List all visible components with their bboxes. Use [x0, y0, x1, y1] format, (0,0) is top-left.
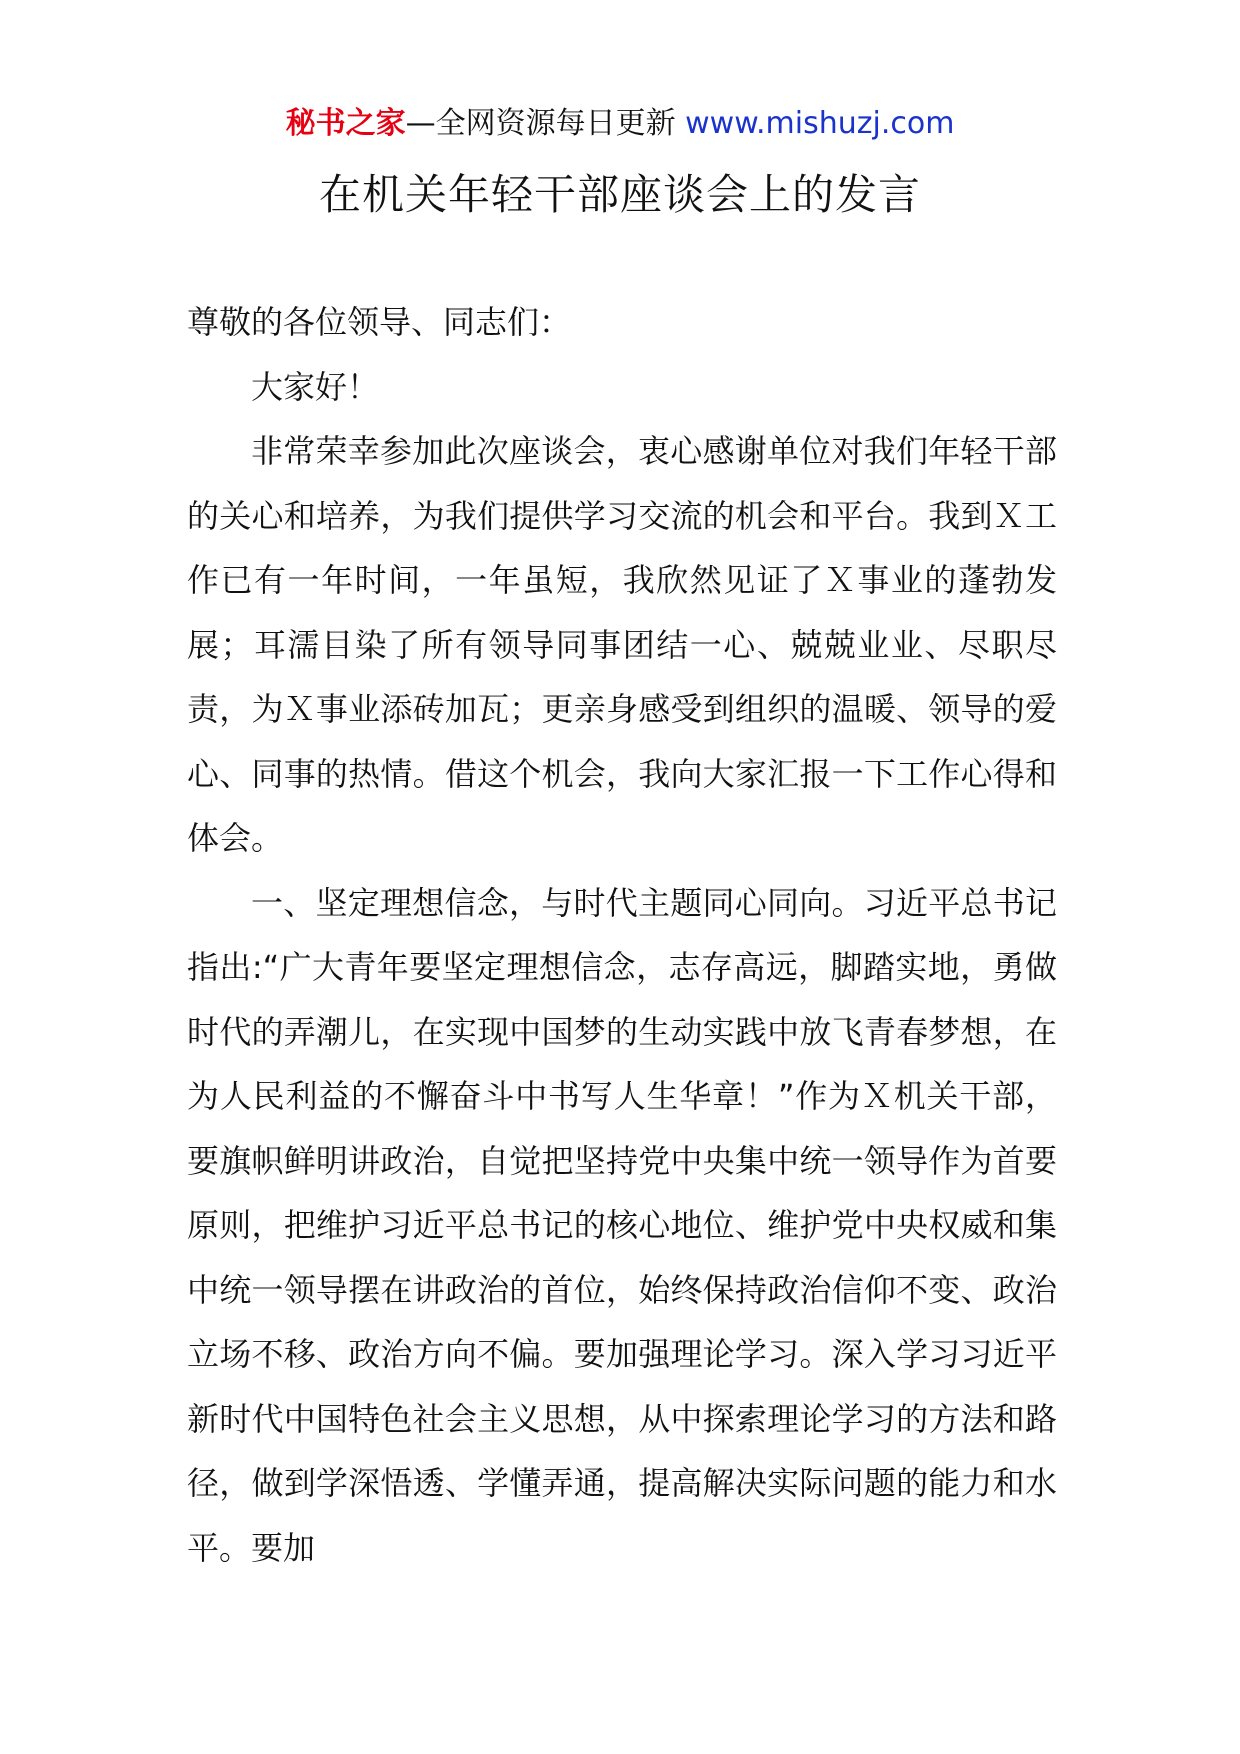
- salutation: 尊敬的各位领导、同志们：: [187, 303, 572, 341]
- site-tagline: —全网资源每日更新: [405, 106, 686, 141]
- document-title: 在机关年轻干部座谈会上的发言: [318, 170, 921, 219]
- site-header: [0, 104, 1240, 144]
- paragraph-greeting: 大家好！: [251, 367, 380, 406]
- paragraph-intro: 非常荣幸参加此次座谈会，衷心感谢单位对我们年轻干部的关心和培养，为我们提供学习交流的机会和平台。我到Ｘ工作已有一年时间，一年虽短，我欣然见证了Ｘ事业的蓬勃发展；耳濡目染了所有领导同事团结一心、兢兢业业、尽职尽责，为Ｘ事业添砖加瓦；更亲身感受到组织的温暖、领导的爱心、同事的热情。借这个机会，我向大家汇报一下工作心得和体会。: [187, 432, 1057, 857]
- paragraph-section-one: 一、坚定理想信念，与时代主题同心同向。习近平总书记指出:“广大青年要坚定理想信念，志存高远，脚踏实地，勇做时代的弄潮儿，在实现中国梦的生动实践中放飞青春梦想，在为人民利益的不懈奋斗中书写人生华章！”作为Ｘ机关干部，要旗帜鲜明讲政治，自觉把坚持党中央集中统一领导作为首要原则，把维护习近平总书记的核心地位、维护党中央权威和集中统一领导摆在讲政治的首位，始终保持政治信仰不变、政治立场不移、政治方向不偏。要加强理论学习。深入学习习近平新时代中国特色社会主义思想，从中探索理论学习的方法和路径，做到学深悟透、学懂弄通，提高解决实际问题的能力和水平。要加: [187, 883, 1057, 1567]
- brand-name: 秘书之家: [285, 106, 406, 141]
- site-url-link[interactable]: www.mishuzj.com: [685, 106, 955, 141]
- document-body: [187, 290, 1057, 1580]
